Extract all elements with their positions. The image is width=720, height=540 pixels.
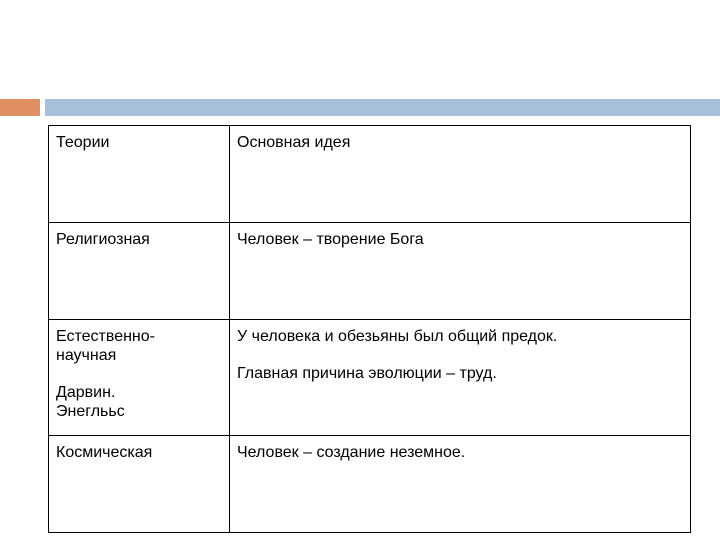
idea-cell (230, 320, 691, 436)
table-row (49, 436, 691, 533)
table-row (49, 223, 691, 320)
idea-line: У человека и обезьяны был общий предок. (237, 328, 558, 345)
idea-cell: Человек – создание неземное. (230, 436, 691, 533)
theories-table (48, 125, 691, 533)
header-main-idea: Основная идея (230, 126, 691, 223)
theory-cell: Космическая (49, 436, 230, 533)
idea-line: Главная причина эволюции – труд. (237, 365, 497, 382)
header-theories: Теории (49, 126, 230, 223)
accent-bar-blue (45, 99, 720, 116)
table-header-row (49, 126, 691, 223)
accent-bar-orange (0, 99, 40, 116)
theory-cell: Религиозная (49, 223, 230, 320)
theory-author-line: Энеглььс (56, 403, 125, 420)
idea-cell: Человек – творение Бога (230, 223, 691, 320)
theory-line: научная (56, 347, 117, 364)
table-row (49, 320, 691, 436)
theory-author-line: Дарвин. (56, 384, 116, 401)
theory-line: Естественно- (56, 328, 155, 345)
theory-cell (49, 320, 230, 436)
